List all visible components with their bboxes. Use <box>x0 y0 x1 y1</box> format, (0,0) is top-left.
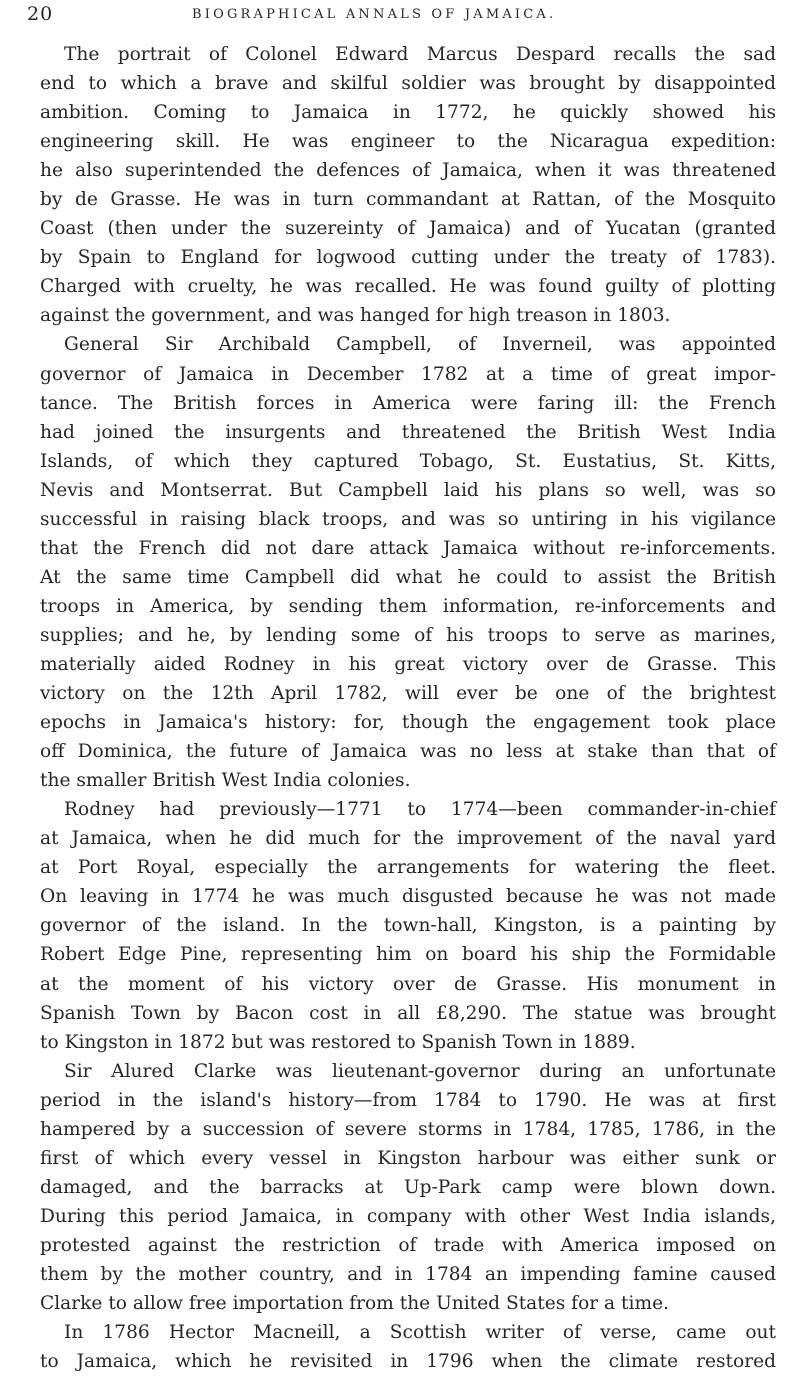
text-line: tance. The British forces in America were faring ill: the French <box>40 392 776 414</box>
text-line: them by the mother country, and in 1784 an impending famine caused <box>40 1263 776 1285</box>
text-line: that the French did not dare attack Jamaica without re-inforcements. <box>40 537 776 559</box>
text-line: During this period Jamaica, in company with other West India islands, <box>40 1205 776 1227</box>
text-line: On leaving in 1774 he was much disgusted because he was not made <box>40 886 776 908</box>
text-line: Rodney had previously—1771 to 1774—been commander-in-chief <box>64 799 776 821</box>
text-line: he also superintended the defences of Jamaica, when it was threatened <box>40 160 776 182</box>
text-line: had joined the insurgents and threatened the British West India <box>40 421 776 443</box>
running-title: BIOGRAPHICAL ANNALS OF JAMAICA. <box>192 7 557 22</box>
text-line: epochs in Jamaica's history: for, though the engagement took place <box>40 712 776 734</box>
text-line: troops in America, by sending them information, re-inforcements and <box>40 595 776 617</box>
text-line: materially aided Rodney in his great victory over de Grasse. This <box>40 653 776 675</box>
text-line: at Port Royal, especially the arrangements for watering the fleet. <box>40 857 776 879</box>
text-line: At the same time Campbell did what he could to assist the British <box>40 566 776 588</box>
text-line: by de Grasse. He was in turn commandant at Rattan, of the Mosquito <box>40 189 776 211</box>
text-line: The portrait of Colonel Edward Marcus Despard recalls the sad <box>64 44 776 65</box>
text-line: engineering skill. He was engineer to the Nicaragua expedition: <box>40 131 776 153</box>
text-line: successful in raising black troops, and was so untiring in his vigilance <box>40 508 776 530</box>
text-line: by Spain to England for logwood cutting under the treaty of 1783). <box>40 247 776 269</box>
text-line: Coast (then under the suzereinty of Jamaica) and of Yucatan (granted <box>40 218 776 240</box>
text-line: supplies; and he, by lending some of his troops to serve as marines, <box>40 624 776 646</box>
text-line: period in the island's history—from 1784 to 1790. He was at first <box>40 1089 776 1111</box>
text-line: Robert Edge Pine, representing him on board his ship the Formidable <box>40 944 776 966</box>
text-line: end to which a brave and skilful soldier was brought by disappointed <box>40 73 776 95</box>
text-line: governor of the island. In the town-hall, Kingston, is a painting by <box>40 915 776 937</box>
text-line: protested against the restriction of trade with America imposed on <box>40 1234 776 1256</box>
text-line: hampered by a succession of severe storms in 1784, 1785, 1786, in the <box>40 1118 776 1140</box>
text-line: Sir Alured Clarke was lieutenant-governor during an unfortunate <box>64 1060 776 1082</box>
text-line: General Sir Archibald Campbell, of Inverneil, was appointed <box>64 334 776 356</box>
text-line: ambition. Coming to Jamaica in 1772, he quickly showed his <box>40 102 776 124</box>
text-line: to Jamaica, which he revisited in 1796 when the climate restored <box>40 1351 776 1373</box>
text-line: Spanish Town by Bacon cost in all £8,290. The statue was brought <box>40 1002 776 1024</box>
text-line: off Dominica, the future of Jamaica was no less at stake than that of <box>40 741 776 763</box>
page-number: 20 <box>27 3 54 25</box>
text-line: first of which every vessel in Kingston harbour was either sunk or <box>40 1147 776 1169</box>
text-line: Nevis and Montserrat. But Campbell laid his plans so well, was so <box>40 479 776 501</box>
text-line: Charged with cruelty, he was recalled. He was found guilty of plotting <box>40 276 776 298</box>
text-line: against the government, and was hanged for high treason in 1803. <box>40 305 671 327</box>
text-line: Clarke to allow free importation from the United States for a time. <box>40 1293 670 1315</box>
text-line: governor of Jamaica in December 1782 at a time of great impor- <box>40 363 776 385</box>
body-text <box>40 40 776 1376</box>
text-line: the smaller British West India colonies. <box>40 770 411 792</box>
text-line: Islands, of which they captured Tobago, St. Eustatius, St. Kitts, <box>40 450 776 472</box>
text-line: In 1786 Hector Macneill, a Scottish writer of verse, came out <box>64 1322 776 1344</box>
text-line: at the moment of his victory over de Grasse. His monument in <box>40 973 776 995</box>
text-line: victory on the 12th April 1782, will ever be one of the brightest <box>40 683 776 705</box>
text-line: to Kingston in 1872 but was restored to Spanish Town in 1889. <box>40 1031 636 1053</box>
text-line: damaged, and the barracks at Up-Park camp were blown down. <box>40 1176 776 1198</box>
text-line: at Jamaica, when he did much for the improvement of the naval yard <box>40 828 776 850</box>
